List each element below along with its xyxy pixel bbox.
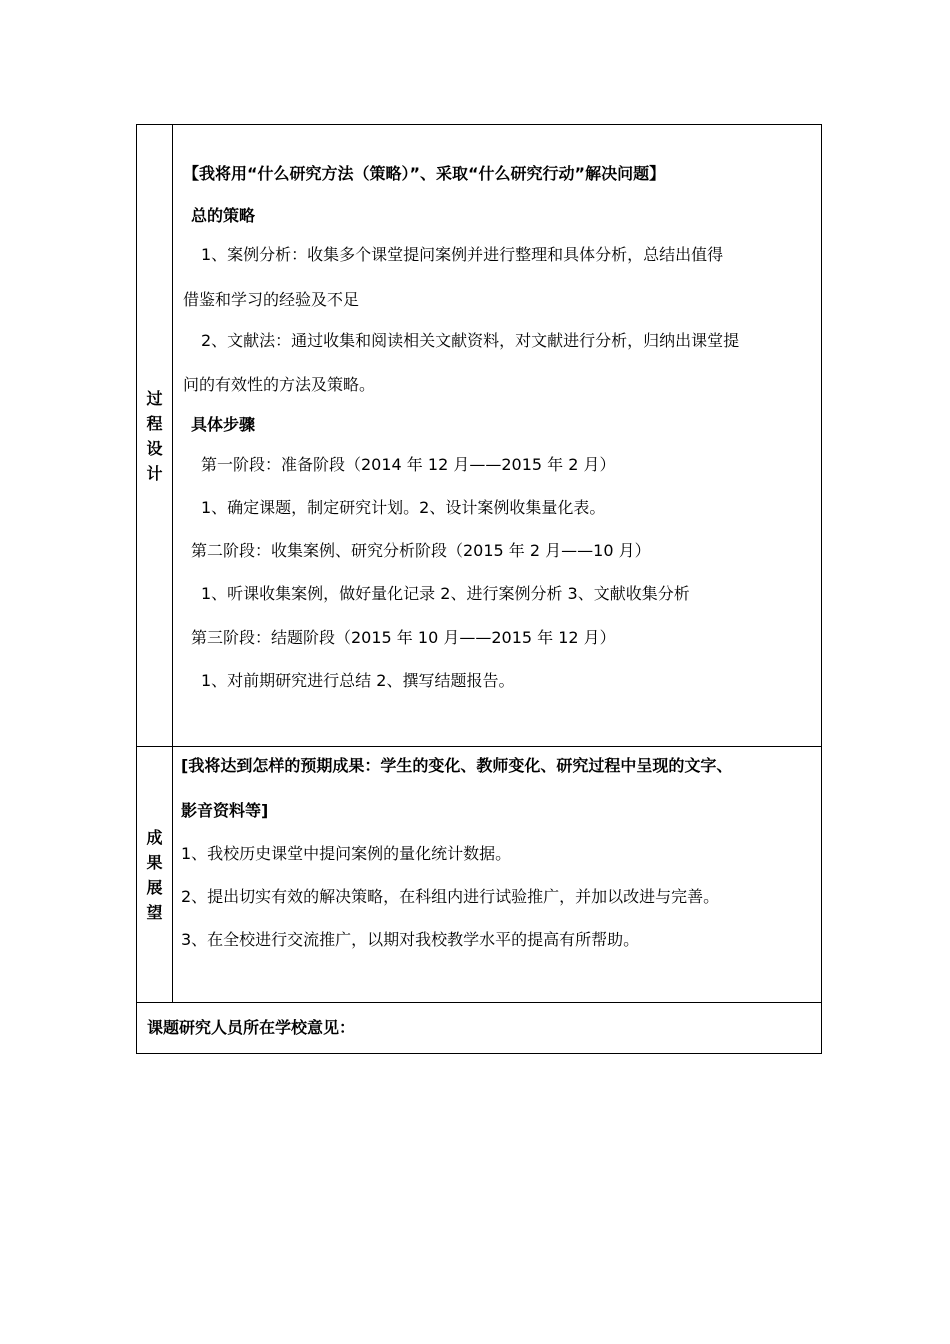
process-design-content [173, 125, 821, 746]
strategy-item-1-line-1: 1、案例分析：收集多个课堂提问案例并进行整理和具体分析，总结出值得 [201, 245, 724, 264]
results-outlook-row [137, 747, 821, 1003]
stage-1: 第一阶段：准备阶段（2014 年 12 月——2015 年 2 月） [201, 455, 616, 474]
strategy-item-1-line-2: 借鉴和学习的经验及不足 [183, 290, 360, 309]
stage-1-tasks: 1、确定课题，制定研究计划。2、设计案例收集量化表。 [201, 498, 606, 517]
stage-3: 第三阶段：结题阶段（2015 年 10 月——2015 年 12 月） [191, 628, 616, 647]
school-opinion-row [137, 1003, 821, 1053]
results-heading-line-1: [我将达到怎样的预期成果：学生的变化、教师变化、研究过程中呈现的文字、 [181, 756, 733, 775]
strategy-title: 总的策略 [191, 206, 256, 225]
process-design-label-cell [137, 125, 173, 746]
process-design-label: 过程设计 [146, 388, 163, 483]
results-heading-line-2: 影音资料等] [181, 801, 269, 820]
results-item-2: 2、提出切实有效的解决策略，在科组内进行试验推广，并加以改进与完善。 [181, 887, 720, 906]
results-outlook-content [173, 747, 821, 1002]
school-opinion-label: 课题研究人员所在学校意见： [147, 1018, 356, 1037]
strategy-item-2-line-1: 2、文献法：通过收集和阅读相关文献资料，对文献进行分析，归纳出课堂提 [201, 331, 740, 350]
steps-title: 具体步骤 [191, 415, 256, 434]
results-item-3: 3、在全校进行交流推广，以期对我校教学水平的提高有所帮助。 [181, 930, 640, 949]
results-item-1: 1、我校历史课堂中提问案例的量化统计数据。 [181, 844, 512, 863]
stage-2-tasks: 1、听课收集案例，做好量化记录 2、进行案例分析 3、文献收集分析 [201, 584, 690, 603]
form-table [136, 124, 822, 1054]
process-design-row [137, 125, 821, 747]
results-outlook-label-cell [137, 747, 173, 1002]
results-outlook-label: 成果展望 [146, 827, 163, 922]
stage-2: 第二阶段：收集案例、研究分析阶段（2015 年 2 月——10 月） [191, 541, 651, 560]
strategy-item-2-line-2: 问的有效性的方法及策略。 [183, 375, 376, 394]
stage-3-tasks: 1、对前期研究进行总结 2、撰写结题报告。 [201, 671, 515, 690]
process-heading: 【我将用“什么研究方法（策略）”、采取“什么研究行动”解决问题】 [183, 164, 666, 183]
